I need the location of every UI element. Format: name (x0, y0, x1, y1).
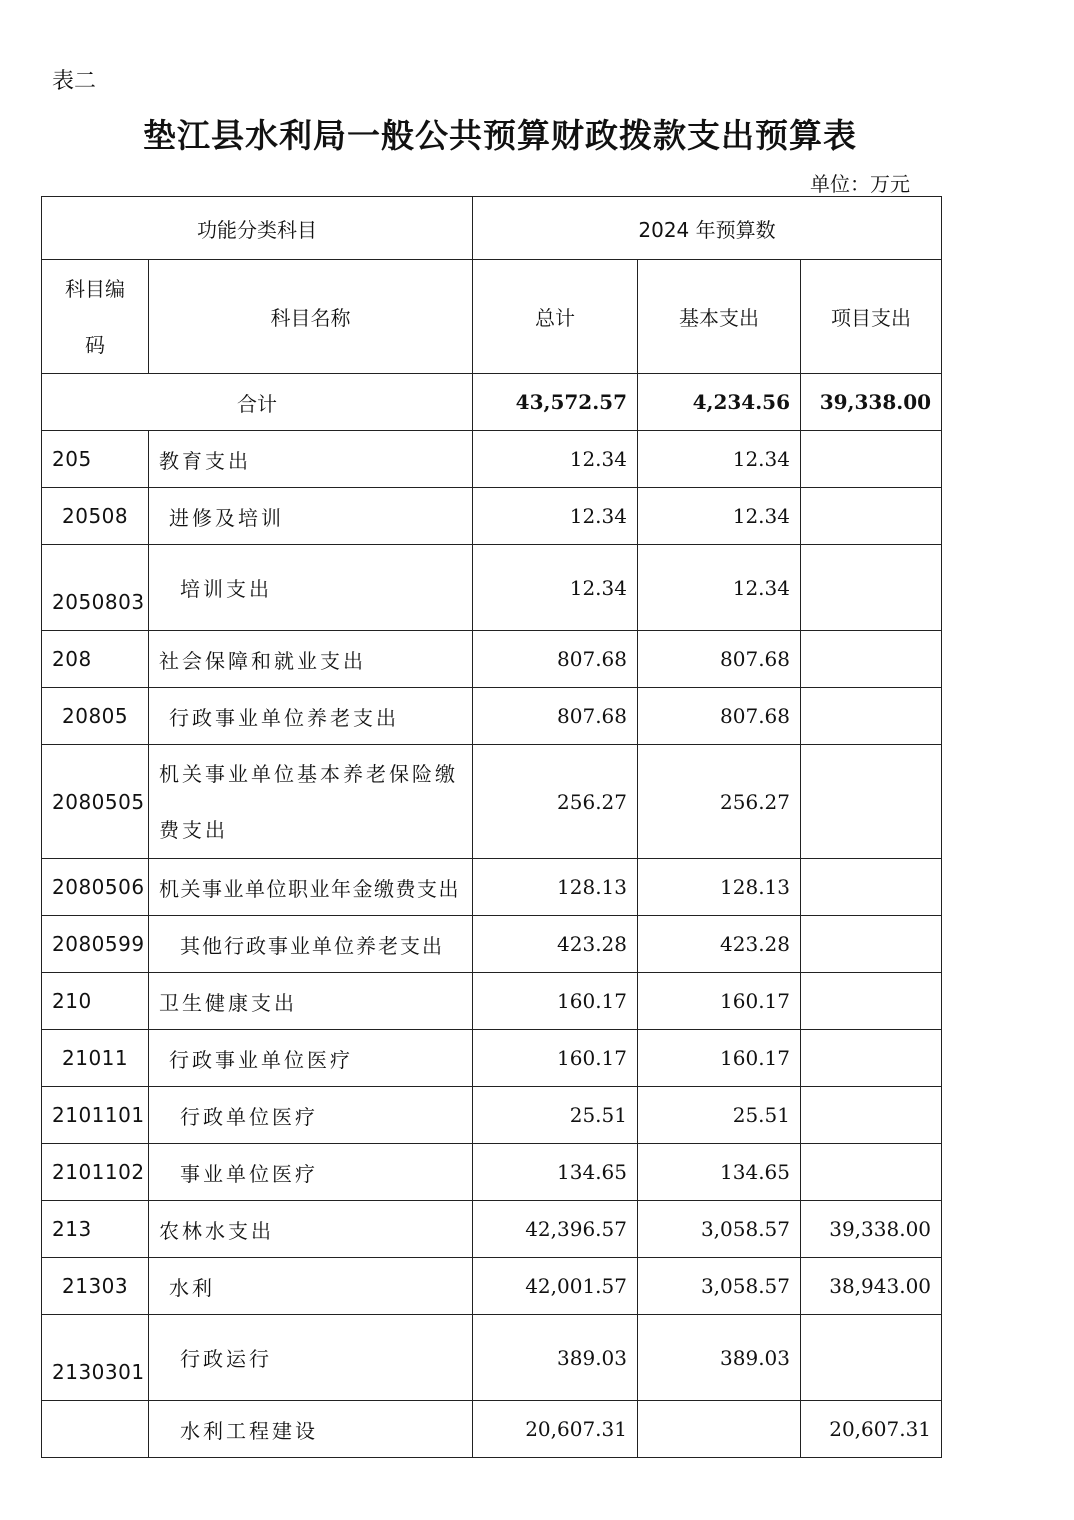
row-basic: 25.51 (638, 1087, 801, 1144)
row-project (801, 1087, 942, 1144)
row-total: 128.13 (473, 859, 638, 916)
row-name: 行政运行 (149, 1315, 473, 1401)
row-code: 21011 (42, 1030, 149, 1087)
row-name: 水利 (149, 1258, 473, 1315)
row-total: 134.65 (473, 1144, 638, 1201)
row-total: 12.34 (473, 431, 638, 488)
row-total: 807.68 (473, 631, 638, 688)
header-total: 总计 (473, 260, 638, 374)
row-code: 210 (42, 973, 149, 1030)
row-basic: 128.13 (638, 859, 801, 916)
row-total: 256.27 (473, 745, 638, 859)
total-project: 39,338.00 (801, 374, 942, 431)
row-basic: 807.68 (638, 688, 801, 745)
row-basic: 389.03 (638, 1315, 801, 1401)
row-project (801, 1030, 942, 1087)
header-functional-category: 功能分类科目 (42, 197, 473, 260)
row-project (801, 688, 942, 745)
row-name: 其他行政事业单位养老支出 (149, 916, 473, 973)
header-name: 科目名称 (149, 260, 473, 374)
table-row (42, 431, 942, 488)
budget-table (41, 196, 942, 1458)
table-row (42, 545, 942, 631)
total-sum: 43,572.57 (473, 374, 638, 431)
row-code: 2080505 (42, 745, 149, 859)
row-total: 12.34 (473, 545, 638, 631)
row-code: 208 (42, 631, 149, 688)
row-name: 农林水支出 (149, 1201, 473, 1258)
row-code: 21303 (42, 1258, 149, 1315)
row-basic: 12.34 (638, 488, 801, 545)
page-title: 垫江县水利局一般公共预算财政拨款支出预算表 (143, 116, 857, 155)
row-total: 42,001.57 (473, 1258, 638, 1315)
row-project (801, 1315, 942, 1401)
row-basic: 12.34 (638, 431, 801, 488)
table-row (42, 1201, 942, 1258)
row-basic: 160.17 (638, 973, 801, 1030)
table-row (42, 916, 942, 973)
row-basic (638, 1401, 801, 1458)
row-project (801, 973, 942, 1030)
row-total: 807.68 (473, 688, 638, 745)
table-row (42, 488, 942, 545)
row-code: 2050803 (42, 545, 149, 631)
table-row (42, 1030, 942, 1087)
table-row (42, 973, 942, 1030)
row-basic: 160.17 (638, 1030, 801, 1087)
row-basic: 3,058.57 (638, 1201, 801, 1258)
table-row (42, 631, 942, 688)
row-name: 行政事业单位养老支出 (149, 688, 473, 745)
row-name: 机关事业单位职业年金缴费支出 (149, 859, 473, 916)
row-project: 38,943.00 (801, 1258, 942, 1315)
row-basic: 12.34 (638, 545, 801, 631)
row-name: 水利工程建设 (149, 1401, 473, 1458)
row-project (801, 631, 942, 688)
row-code: 2080506 (42, 859, 149, 916)
table-row (42, 688, 942, 745)
header-project: 项目支出 (801, 260, 942, 374)
sheet-label: 表二 (52, 69, 97, 94)
row-code (42, 1401, 149, 1458)
table-row (42, 1144, 942, 1201)
total-row (42, 374, 942, 431)
row-name: 卫生健康支出 (149, 973, 473, 1030)
row-total: 423.28 (473, 916, 638, 973)
table-row (42, 1315, 942, 1401)
row-name: 行政事业单位医疗 (149, 1030, 473, 1087)
row-total: 42,396.57 (473, 1201, 638, 1258)
row-name: 社会保障和就业支出 (149, 631, 473, 688)
row-basic: 3,058.57 (638, 1258, 801, 1315)
table-row (42, 745, 942, 859)
row-code: 20508 (42, 488, 149, 545)
total-label: 合计 (42, 374, 473, 431)
row-total: 389.03 (473, 1315, 638, 1401)
table-row (42, 1401, 942, 1458)
row-project: 20,607.31 (801, 1401, 942, 1458)
row-project (801, 916, 942, 973)
row-total: 160.17 (473, 973, 638, 1030)
row-name: 行政单位医疗 (149, 1087, 473, 1144)
total-basic: 4,234.56 (638, 374, 801, 431)
table-row (42, 859, 942, 916)
row-project (801, 431, 942, 488)
row-basic: 807.68 (638, 631, 801, 688)
row-basic: 423.28 (638, 916, 801, 973)
row-total: 160.17 (473, 1030, 638, 1087)
row-project (801, 859, 942, 916)
header-budget-2024: 2024 年预算数 (473, 197, 942, 260)
unit-label: 单位：万元 (810, 172, 910, 196)
row-name: 进修及培训 (149, 488, 473, 545)
row-project: 39,338.00 (801, 1201, 942, 1258)
row-total: 25.51 (473, 1087, 638, 1144)
row-name: 机关事业单位基本养老保险缴费支出 (149, 745, 473, 859)
row-code: 205 (42, 431, 149, 488)
table-row (42, 1258, 942, 1315)
row-basic: 256.27 (638, 745, 801, 859)
row-code: 2080599 (42, 916, 149, 973)
row-name: 培训支出 (149, 545, 473, 631)
row-name: 教育支出 (149, 431, 473, 488)
row-basic: 134.65 (638, 1144, 801, 1201)
row-code: 20805 (42, 688, 149, 745)
row-total: 20,607.31 (473, 1401, 638, 1458)
row-code: 213 (42, 1201, 149, 1258)
header-row-1 (42, 197, 942, 260)
header-row-2 (42, 260, 942, 374)
row-code: 2101102 (42, 1144, 149, 1201)
row-total: 12.34 (473, 488, 638, 545)
header-basic: 基本支出 (638, 260, 801, 374)
row-project (801, 1144, 942, 1201)
row-code: 2101101 (42, 1087, 149, 1144)
table-row (42, 1087, 942, 1144)
row-project (801, 745, 942, 859)
row-project (801, 488, 942, 545)
row-name: 事业单位医疗 (149, 1144, 473, 1201)
row-project (801, 545, 942, 631)
row-code: 2130301 (42, 1315, 149, 1401)
header-code: 科目编码 (42, 260, 149, 374)
